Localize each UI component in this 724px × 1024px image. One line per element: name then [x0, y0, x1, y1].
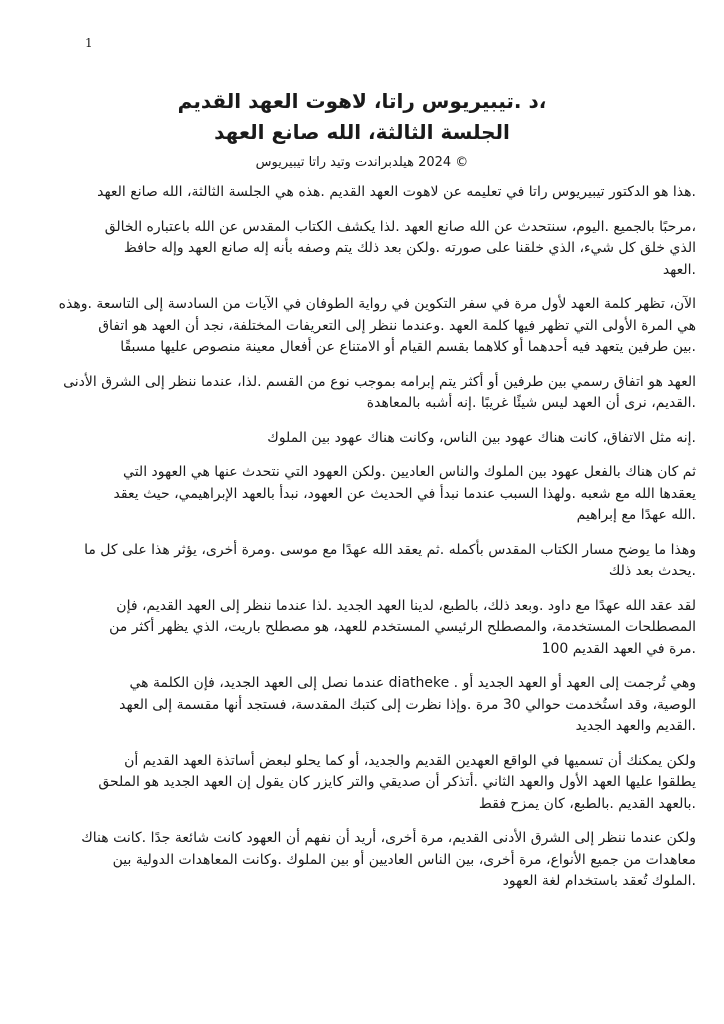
paragraph	[12, 673, 696, 738]
text-line: .الله عهدًا مع إبراهيم	[576, 507, 696, 523]
paragraph	[12, 428, 696, 450]
text-line: ،مرحبًا بالجميع .اليوم، سنتحدث عن الله صانع العهد .لذا يكشف الكتاب المقدس عن الله باعتباره الخالق	[104, 218, 696, 235]
document-body	[12, 182, 696, 906]
text-line: .إنه مثل الاتفاق، كانت هناك عهود بين الناس، وكانت هناك عهود بين الملوك	[267, 429, 696, 446]
text-line: معاهدات من جميع الأنواع، مرة أخرى، بين الناس العاديين أو بين الملوك .وكانت المعاهدات الدولية بين	[112, 851, 696, 868]
text-line: الآن، تظهر كلمة العهد لأول مرة في سفر التكوين في رواية الطوفان في الآيات من السادسة إلى التاسعة .وهذه	[58, 296, 696, 312]
text-line: .هذا هو الدكتور تيبيريوس راتا في تعليمه عن لاهوت العهد القديم .هذه هي الجلسة الثالثة، الله صانع العهد	[97, 184, 696, 200]
paragraph	[12, 372, 696, 415]
text-line: .مرة في العهد القديم 100	[541, 640, 696, 657]
text-line: وهي تُرجمت إلى العهد أو العهد الجديد أو . diatheke عندما نصل إلى العهد الجديد، فإن الكلمة هي	[129, 675, 696, 691]
paragraph	[12, 462, 696, 527]
text-line: .القديم والعهد الجديد	[575, 718, 696, 734]
text-line: الوصية، وقد استُخدمت حوالي 30 مرة .وإذا نظرت إلى كتبك المقدسة، فستجد أنها مقسمة إلى العهد	[119, 696, 696, 713]
paragraph	[12, 182, 696, 204]
text-line: .العهد	[662, 261, 696, 278]
text-line: .الملوك تُعقد باستخدام لغة العهود	[502, 873, 696, 889]
title-line-2: الجلسة الثالثة، الله صانع العهد	[214, 120, 510, 144]
paragraph	[12, 751, 696, 816]
paragraph	[12, 217, 696, 282]
text-line: هي المرة الأولى التي تظهر فيها كلمة العهد .وعندما ننظر إلى التعريفات المختلفة، نجد أن العهد هو اتفاق	[98, 317, 696, 334]
title-line-1: ،د .تيبيريوس راتا، لاهوت العهد القديم	[177, 89, 547, 113]
text-line: المصطلحات المستخدمة، والمصطلح الرئيسي المستخدم للعهد، هو مصطلح باريت، الذي يظهر أكثر من	[109, 619, 696, 635]
paragraph	[12, 294, 696, 359]
copyright-byline: © 2024 هيلدبراندت وتيد راتا تيبيريوس	[255, 155, 469, 170]
text-line: .بالعهد القديم .بالطبع، كان يمزح فقط	[478, 795, 696, 812]
document-header	[0, 86, 724, 172]
text-line: وهذا ما يوضح مسار الكتاب المقدس بأكمله .ثم يعقد الله عهدًا مع موسى .ومرة أخرى، يؤثر هذا على كل ما	[84, 541, 696, 558]
page-number: 1	[85, 36, 93, 50]
text-line: .بين طرفين يتعهد فيه أحدهما أو كلاهما بقسم القيام أو الامتناع عن أفعال معينة منصوص عليها مسبقًا	[120, 339, 696, 355]
text-line: لقد عقد الله عهدًا مع داود .وبعد ذلك، بالطبع، لدينا العهد الجديد .لذا عندما ننظر إلى العهد القديم، فإن	[116, 597, 696, 614]
paragraph	[12, 596, 696, 661]
text-line: العهد هو اتفاق رسمي بين طرفين أو أكثر يتم إبرامه بموجب نوع من القسم .لذا، عندما ننظر إلى الشرق الأدنى	[63, 373, 696, 390]
paragraph	[12, 828, 696, 893]
text-line: ولكن عندما ننظر إلى الشرق الأدنى القديم، مرة أخرى، أريد أن نفهم أن العهود كانت شائعة جدًا .كانت هناك	[81, 830, 696, 846]
text-line: يعقدها الله مع شعبه .ولهذا السبب عندما نبدأ في الحديث عن العهود، نبدأ بالعهد الإبراهيمي، حيث يعقد	[113, 485, 696, 502]
paragraph	[12, 540, 696, 583]
document-title	[0, 86, 724, 148]
text-line: ثم كان هناك بالفعل عهود بين الملوك والناس العاديين .ولكن العهود التي نتحدث عنها هي العهود التي	[123, 464, 696, 480]
text-line: يطلقوا عليها العهد الأول والعهد الثاني .أتذكر أن صديقي والتر كايزر كان يقول إن العهد الجديد هو الملحق	[98, 774, 696, 790]
text-line: .يحدث بعد ذلك	[608, 563, 696, 579]
text-line: الذي خلق كل شيء، الذي خلقنا على صورته .ولكن بعد ذلك يتم وصفه بأنه إله صانع العهد وإله حافظ	[123, 240, 696, 256]
text-line: .القديم، نرى أن العهد ليس شيئًا غريبًا .إنه أشبه بالمعاهدة	[366, 395, 696, 411]
text-line: ولكن يمكنك أن تسميها في الواقع العهدين القديم والجديد، أو كما يحلو لبعض أساتذة العهد القديم أن	[124, 752, 696, 769]
